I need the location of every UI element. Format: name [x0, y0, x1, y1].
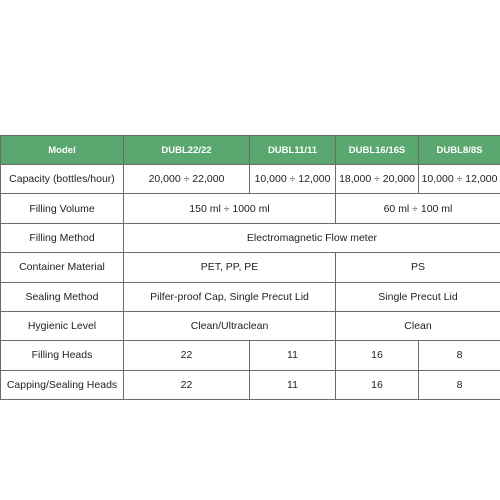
cell-capacity-dubl8: 10,000 ÷ 12,000 — [419, 165, 500, 194]
cell-capacity-dubl16: 18,000 ÷ 20,000 — [336, 165, 419, 194]
cell-capping-heads-dubl22: 22 — [124, 370, 250, 399]
table-row — [1, 341, 500, 370]
cell-capping-heads-dubl11: 11 — [250, 370, 336, 399]
cell-hygienic-level-b: Clean — [336, 311, 500, 340]
table-row — [1, 194, 500, 223]
table-row — [1, 253, 500, 282]
row-label-filling-volume: Filling Volume — [1, 194, 124, 223]
cell-capacity-dubl11: 10,000 ÷ 12,000 — [250, 165, 336, 194]
cell-filling-heads-dubl22: 22 — [124, 341, 250, 370]
cell-sealing-method-b: Single Precut Lid — [336, 282, 500, 311]
row-label-capacity: Capacity (bottles/hour) — [1, 165, 124, 194]
table-row — [1, 282, 500, 311]
row-label-capping-heads: Capping/Sealing Heads — [1, 370, 124, 399]
cell-filling-heads-dubl16: 16 — [336, 341, 419, 370]
row-label-hygienic-level: Hygienic Level — [1, 311, 124, 340]
table-row — [1, 165, 500, 194]
cell-capping-heads-dubl16: 16 — [336, 370, 419, 399]
cell-filling-volume-small: 60 ml ÷ 100 ml — [336, 194, 500, 223]
header-dubl11: DUBL11/11 — [250, 136, 336, 165]
cell-capping-heads-dubl8: 8 — [419, 370, 500, 399]
header-model: Model — [1, 136, 124, 165]
header-row — [1, 136, 500, 165]
row-label-filling-method: Filling Method — [1, 223, 124, 252]
cell-filling-heads-dubl8: 8 — [419, 341, 500, 370]
cell-filling-heads-dubl11: 11 — [250, 341, 336, 370]
cell-hygienic-level-a: Clean/Ultraclean — [124, 311, 336, 340]
row-label-container-material: Container Material — [1, 253, 124, 282]
header-dubl8: DUBL8/8S — [419, 136, 500, 165]
cell-container-material-b: PS — [336, 253, 500, 282]
row-label-filling-heads: Filling Heads — [1, 341, 124, 370]
table-row — [1, 311, 500, 340]
cell-filling-method: Electromagnetic Flow meter — [124, 223, 500, 252]
header-dubl16: DUBL16/16S — [336, 136, 419, 165]
row-label-sealing-method: Sealing Method — [1, 282, 124, 311]
table-row — [1, 370, 500, 399]
cell-capacity-dubl22: 20,000 ÷ 22,000 — [124, 165, 250, 194]
header-dubl22: DUBL22/22 — [124, 136, 250, 165]
table-row — [1, 223, 500, 252]
cell-filling-volume-large: 150 ml ÷ 1000 ml — [124, 194, 336, 223]
cell-container-material-a: PET, PP, PE — [124, 253, 336, 282]
spec-table — [0, 135, 500, 400]
cell-sealing-method-a: Pilfer-proof Cap, Single Precut Lid — [124, 282, 336, 311]
